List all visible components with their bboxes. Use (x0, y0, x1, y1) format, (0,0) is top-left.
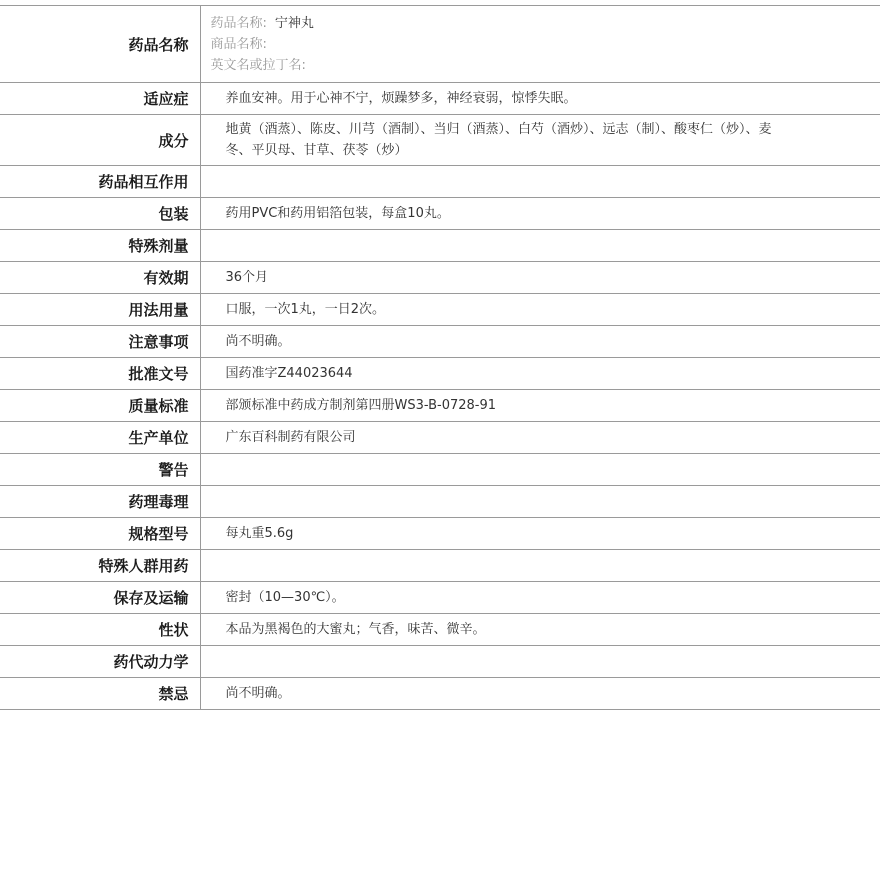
row-value (200, 230, 880, 262)
table-row-storage (0, 582, 880, 614)
row-label: 特殊剂量 (0, 230, 200, 262)
table-row-shelf-life (0, 262, 880, 294)
row-value: 药用PVC和药用铝箔包装，每盒10丸。 (225, 206, 450, 221)
generic-name-label: 药品名称: (210, 15, 267, 31)
table-row-contraindications (0, 678, 880, 710)
row-label: 用法用量 (0, 294, 200, 326)
table-row-warning (0, 454, 880, 486)
drug-names-cell (200, 6, 880, 83)
row-value (200, 486, 880, 518)
row-label: 有效期 (0, 262, 200, 294)
row-value: 密封（10—30℃）。 (225, 590, 345, 605)
row-label: 注意事项 (0, 326, 200, 358)
english-name-line (211, 55, 880, 76)
row-value: 口服，一次1丸，一日2次。 (225, 302, 386, 317)
row-label: 药品相互作用 (0, 166, 200, 198)
row-label: 批准文号 (0, 358, 200, 390)
trade-name-line (211, 34, 880, 55)
table-row-pharmacokinetics (0, 646, 880, 678)
row-label: 禁忌 (0, 678, 200, 710)
row-label: 生产单位 (0, 422, 200, 454)
table-row-quality-standard (0, 390, 880, 422)
table-row-packaging (0, 198, 880, 230)
row-value (200, 646, 880, 678)
table-row-precautions (0, 326, 880, 358)
row-label: 规格型号 (0, 518, 200, 550)
row-value (200, 166, 880, 198)
table-row-approval-number (0, 358, 880, 390)
row-label: 保存及运输 (0, 582, 200, 614)
row-value: 每丸重5.6g (225, 526, 294, 541)
row-label: 药代动力学 (0, 646, 200, 678)
row-value: 地黄（酒蒸）、陈皮、川芎（酒制）、当归（酒蒸）、白芍（酒炒）、远志（制）、酸枣仁（炒）、麦冬、平贝母、甘草、茯苓（炒） (225, 122, 772, 158)
row-label: 成分 (0, 115, 200, 166)
row-value (200, 454, 880, 486)
table-row-special-dosage (0, 230, 880, 262)
row-label: 质量标准 (0, 390, 200, 422)
row-value (200, 550, 880, 582)
row-label-drug-names: 药品名称 (0, 6, 200, 83)
table-row-description (0, 614, 880, 646)
row-label: 特殊人群用药 (0, 550, 200, 582)
table-row-ingredients (0, 115, 880, 166)
trade-name-label: 商品名称: (210, 36, 267, 52)
row-value: 本品为黑褐色的大蜜丸；气香，味苦、微辛。 (225, 622, 486, 637)
generic-name-value: 宁神丸 (274, 15, 314, 31)
drug-info-table (0, 5, 880, 710)
table-row-manufacturer (0, 422, 880, 454)
row-value: 广东百科制药有限公司 (225, 430, 356, 445)
table-row-interactions (0, 166, 880, 198)
row-value: 36个月 (225, 270, 269, 285)
row-value: 养血安神。用于心神不宁，烦躁梦多，神经衰弱，惊悸失眠。 (225, 91, 577, 106)
generic-name-line (211, 13, 880, 34)
table-row-pharmacology (0, 486, 880, 518)
row-label: 包装 (0, 198, 200, 230)
row-value: 国药准字Z44023644 (225, 366, 353, 381)
row-value: 尚不明确。 (225, 686, 291, 701)
row-label: 警告 (0, 454, 200, 486)
table-row-dosage (0, 294, 880, 326)
table-row-special-populations (0, 550, 880, 582)
english-name-label: 英文名或拉丁名: (210, 57, 306, 73)
table-row-indications (0, 83, 880, 115)
table-row-drug-names (0, 6, 880, 83)
row-value: 尚不明确。 (225, 334, 291, 349)
row-label: 性状 (0, 614, 200, 646)
table-row-specification (0, 518, 880, 550)
row-label: 药理毒理 (0, 486, 200, 518)
row-value: 部颁标准中药成方制剂第四册WS3-B-0728-91 (225, 398, 497, 413)
row-label: 适应症 (0, 83, 200, 115)
